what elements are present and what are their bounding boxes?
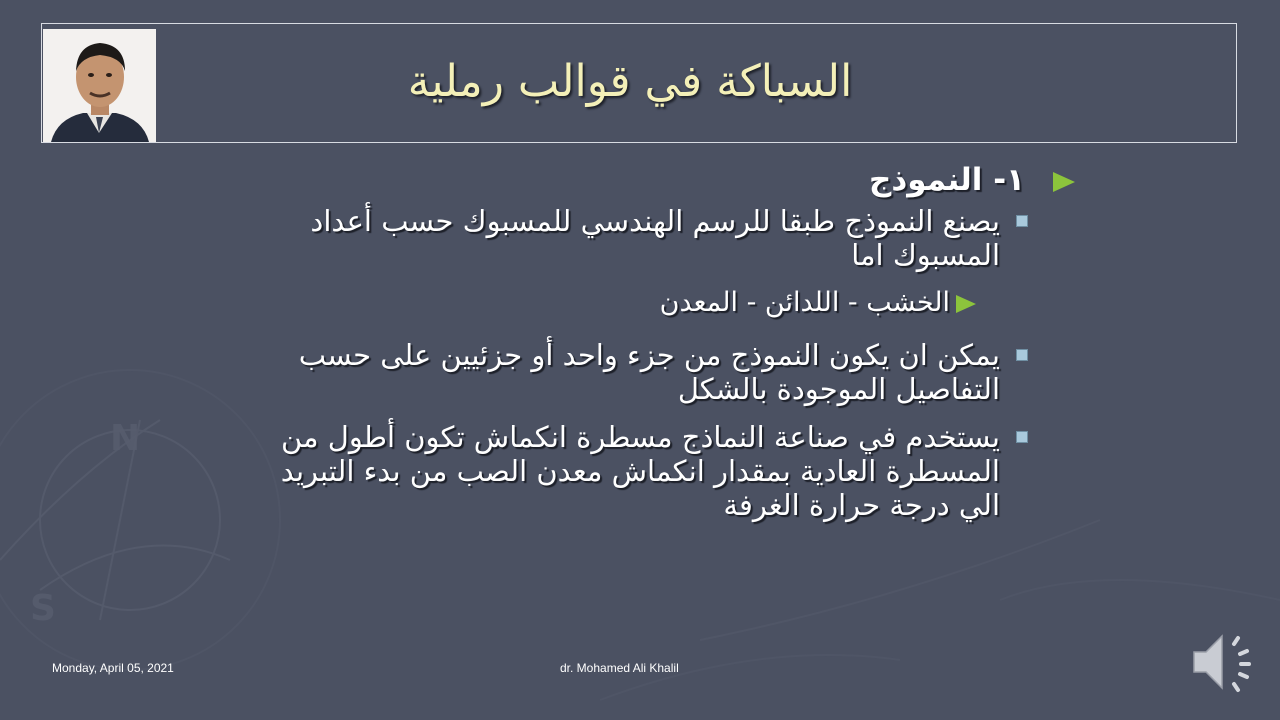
bullet-item	[240, 420, 1080, 522]
triangle-arrow-icon	[1053, 172, 1075, 192]
heading-item	[240, 160, 1080, 200]
slide-content	[240, 160, 1080, 536]
bullet-item	[240, 338, 1080, 406]
bullet-text: يستخدم في صناعة النماذج مسطرة انكماش تكون أطول من المسطرة العادية بمقدار انكماش معدن الصب من بدء التبريد الي درجة حرارة الغرفة	[280, 420, 1000, 522]
speaker-icon[interactable]	[1190, 630, 1256, 694]
sub-bullet-item	[240, 286, 1080, 320]
square-bullet-icon	[1016, 349, 1028, 361]
square-bullet-icon	[1016, 431, 1028, 443]
slide-title: السباكة في قوالب رملية	[407, 56, 853, 107]
svg-text:N: N	[110, 418, 141, 459]
heading-text: ١- النموذج	[869, 162, 1025, 198]
triangle-arrow-icon	[956, 295, 976, 313]
bullet-item	[240, 204, 1080, 272]
square-bullet-icon	[1016, 215, 1028, 227]
bullet-text: يصنع النموذج طبقا للرسم الهندسي للمسبوك حسب أعداد المسبوك اما	[310, 204, 1000, 272]
bullet-text: يمكن ان يكون النموذج من جزء واحد أو جزئيين على حسب التفاصيل الموجودة بالشكل	[298, 338, 1000, 406]
footer-author: dr. Mohamed Ali Khalil	[560, 661, 679, 675]
footer-date: Monday, April 05, 2021	[52, 661, 174, 675]
sub-bullet-text: الخشب - اللدائن - المعدن	[659, 287, 950, 318]
svg-text:S: S	[30, 588, 56, 629]
presenter-photo	[43, 29, 156, 142]
